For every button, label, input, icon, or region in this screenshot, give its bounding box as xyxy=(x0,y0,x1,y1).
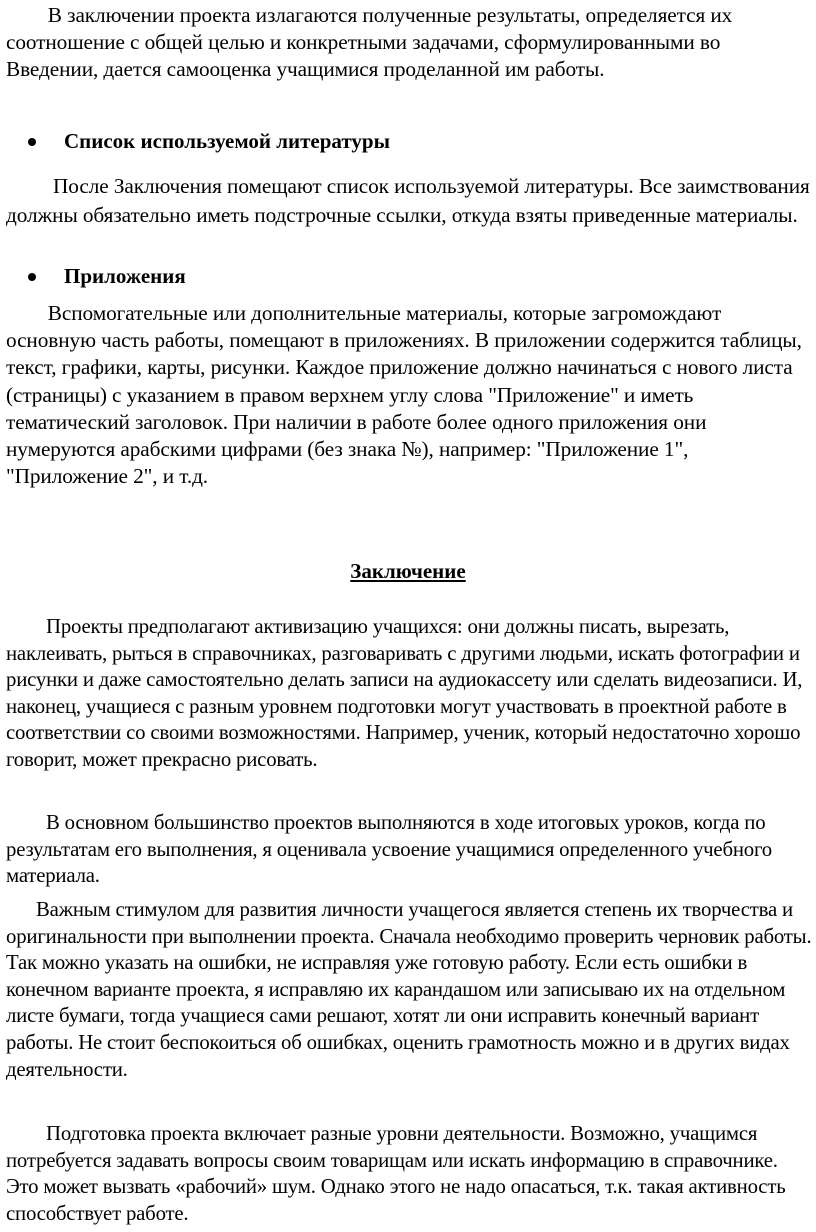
paragraph-preparation: Подготовка проекта включает разные уровни деятельности. Возможно, учащимся потребуется задавать вопросы своим товарищам или искать информацию в справочнике. Это может вызвать «рабочий» шум. Однако этого не надо опасаться, т.к. такая активность способствует работе. xyxy=(6,1122,791,1225)
paragraph-projects-activity: Проекты предполагают активизацию учащихся: они должны писать, вырезать, наклеивать, рыться в справочниках, разговаривать с другими людьми, искать фотографии и рисунки и даже самостоятельно делать записи на аудиокассету или сделать видеозаписи. И, наконец, учащиеся с разным уровнем подготовки могут участвовать в проектной работе в соответствии со своими возможностями. Например, ученик, который недостаточно хорошо говорит, может прекрасно рисовать. xyxy=(6,615,808,771)
bullet-dot-icon xyxy=(28,273,36,281)
paragraph-conclusion-section: В заключении проекта излагаются полученные результаты, определяется их соотношение с общей целью и конкретными задачами, сформулированными во Введении, дается самооценка учащимися проделанной им работы. xyxy=(6,3,738,82)
paragraph-creativity: Важным стимулом для развития личности учащегося является степень их творчества и оригинальности при выполнении проекта. Сначала необходимо проверить черновик работы. Так можно указать на ошибки, не исправляя уже готовую работу. Если есть ошибки в конечном варианте проекта, я исправляю их карандашом или записываю их на отдельном листе бумаги, тогда учащиеся сами решают, хотят ли они исправить конечный вариант работы. Не стоит беспокоиться об ошибках, оценить грамотность можно и в других видах деятельности. xyxy=(6,898,816,1081)
paragraph-references: После Заключения помещают список используемой литературы. Все заимствования должны обязательно иметь подстрочные ссылки, откуда взяты приведенные материалы. xyxy=(6,174,815,227)
bullet-label-appendices: Приложения xyxy=(64,264,186,288)
bullet-label-references: Список используемой литературы xyxy=(64,129,390,153)
section-heading: Заключение xyxy=(350,559,466,583)
paragraph-final-lessons: В основном большинство проектов выполняются в ходе итоговых уроков, когда по результатам его выполнения, я оценивала усвоение учащимися определенного учебного материала. xyxy=(6,811,777,888)
paragraph-appendices: Вспомогательные или дополнительные материалы, которые загромождают основную часть работы, помещают в приложениях. В приложении содержится таблицы, текст, графики, карты, рисунки. Каждое приложение должно начинаться с нового листа (страницы) с указанием в правом верхнем углу слова "Приложение" и иметь тематический заголовок. При наличии в работе более одного приложения они нумеруются арабскими цифрами (без знака №), например: "Приложение 1", "Приложение 2", и т.д. xyxy=(6,301,808,489)
bullet-dot-icon xyxy=(28,138,36,146)
